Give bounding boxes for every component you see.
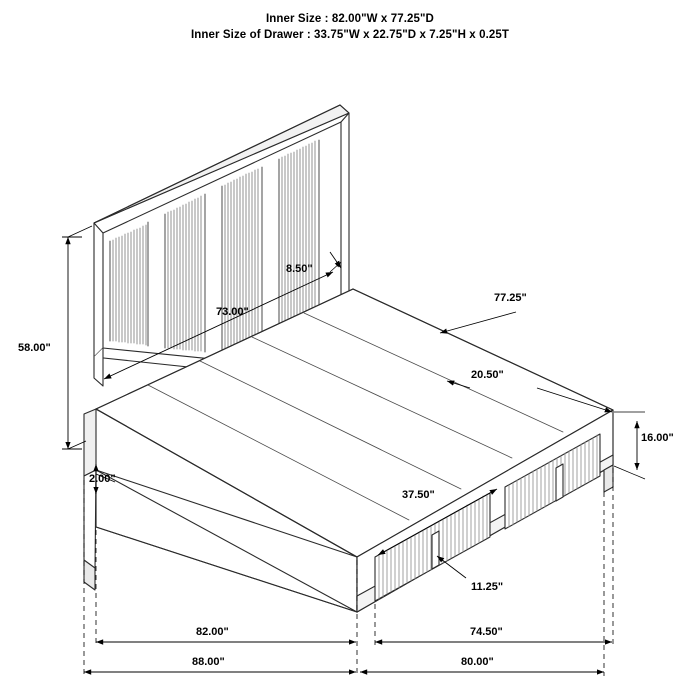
- dim-side-rail-depth: 20.50": [471, 369, 504, 381]
- header-line-2: Inner Size of Drawer : 33.75"W x 22.75"D x 7.25"H x 0.25T: [190, 29, 509, 41]
- dim-inner-width-front: 82.00": [196, 626, 229, 638]
- dim-rail-height: 16.00": [641, 432, 674, 444]
- header-line-1: Inner Size : 82.00"W x 77.25"D: [266, 13, 434, 25]
- dim-headboard-width: 73.00": [216, 306, 249, 318]
- dim-drawer-handle: 11.25": [471, 581, 504, 593]
- dim-total-height: 58.00": [18, 342, 51, 354]
- dim-bed-depth-right: 77.25": [494, 292, 527, 304]
- dim-drawer-front-width: 37.50": [402, 489, 435, 501]
- dim-rail-thickness: 2.00": [89, 473, 116, 485]
- dim-headboard-panel-height: 8.50": [286, 263, 313, 275]
- dim-overall-depth: 80.00": [461, 656, 494, 668]
- dim-right-depth: 74.50": [470, 626, 503, 638]
- dim-overall-width: 88.00": [192, 656, 225, 668]
